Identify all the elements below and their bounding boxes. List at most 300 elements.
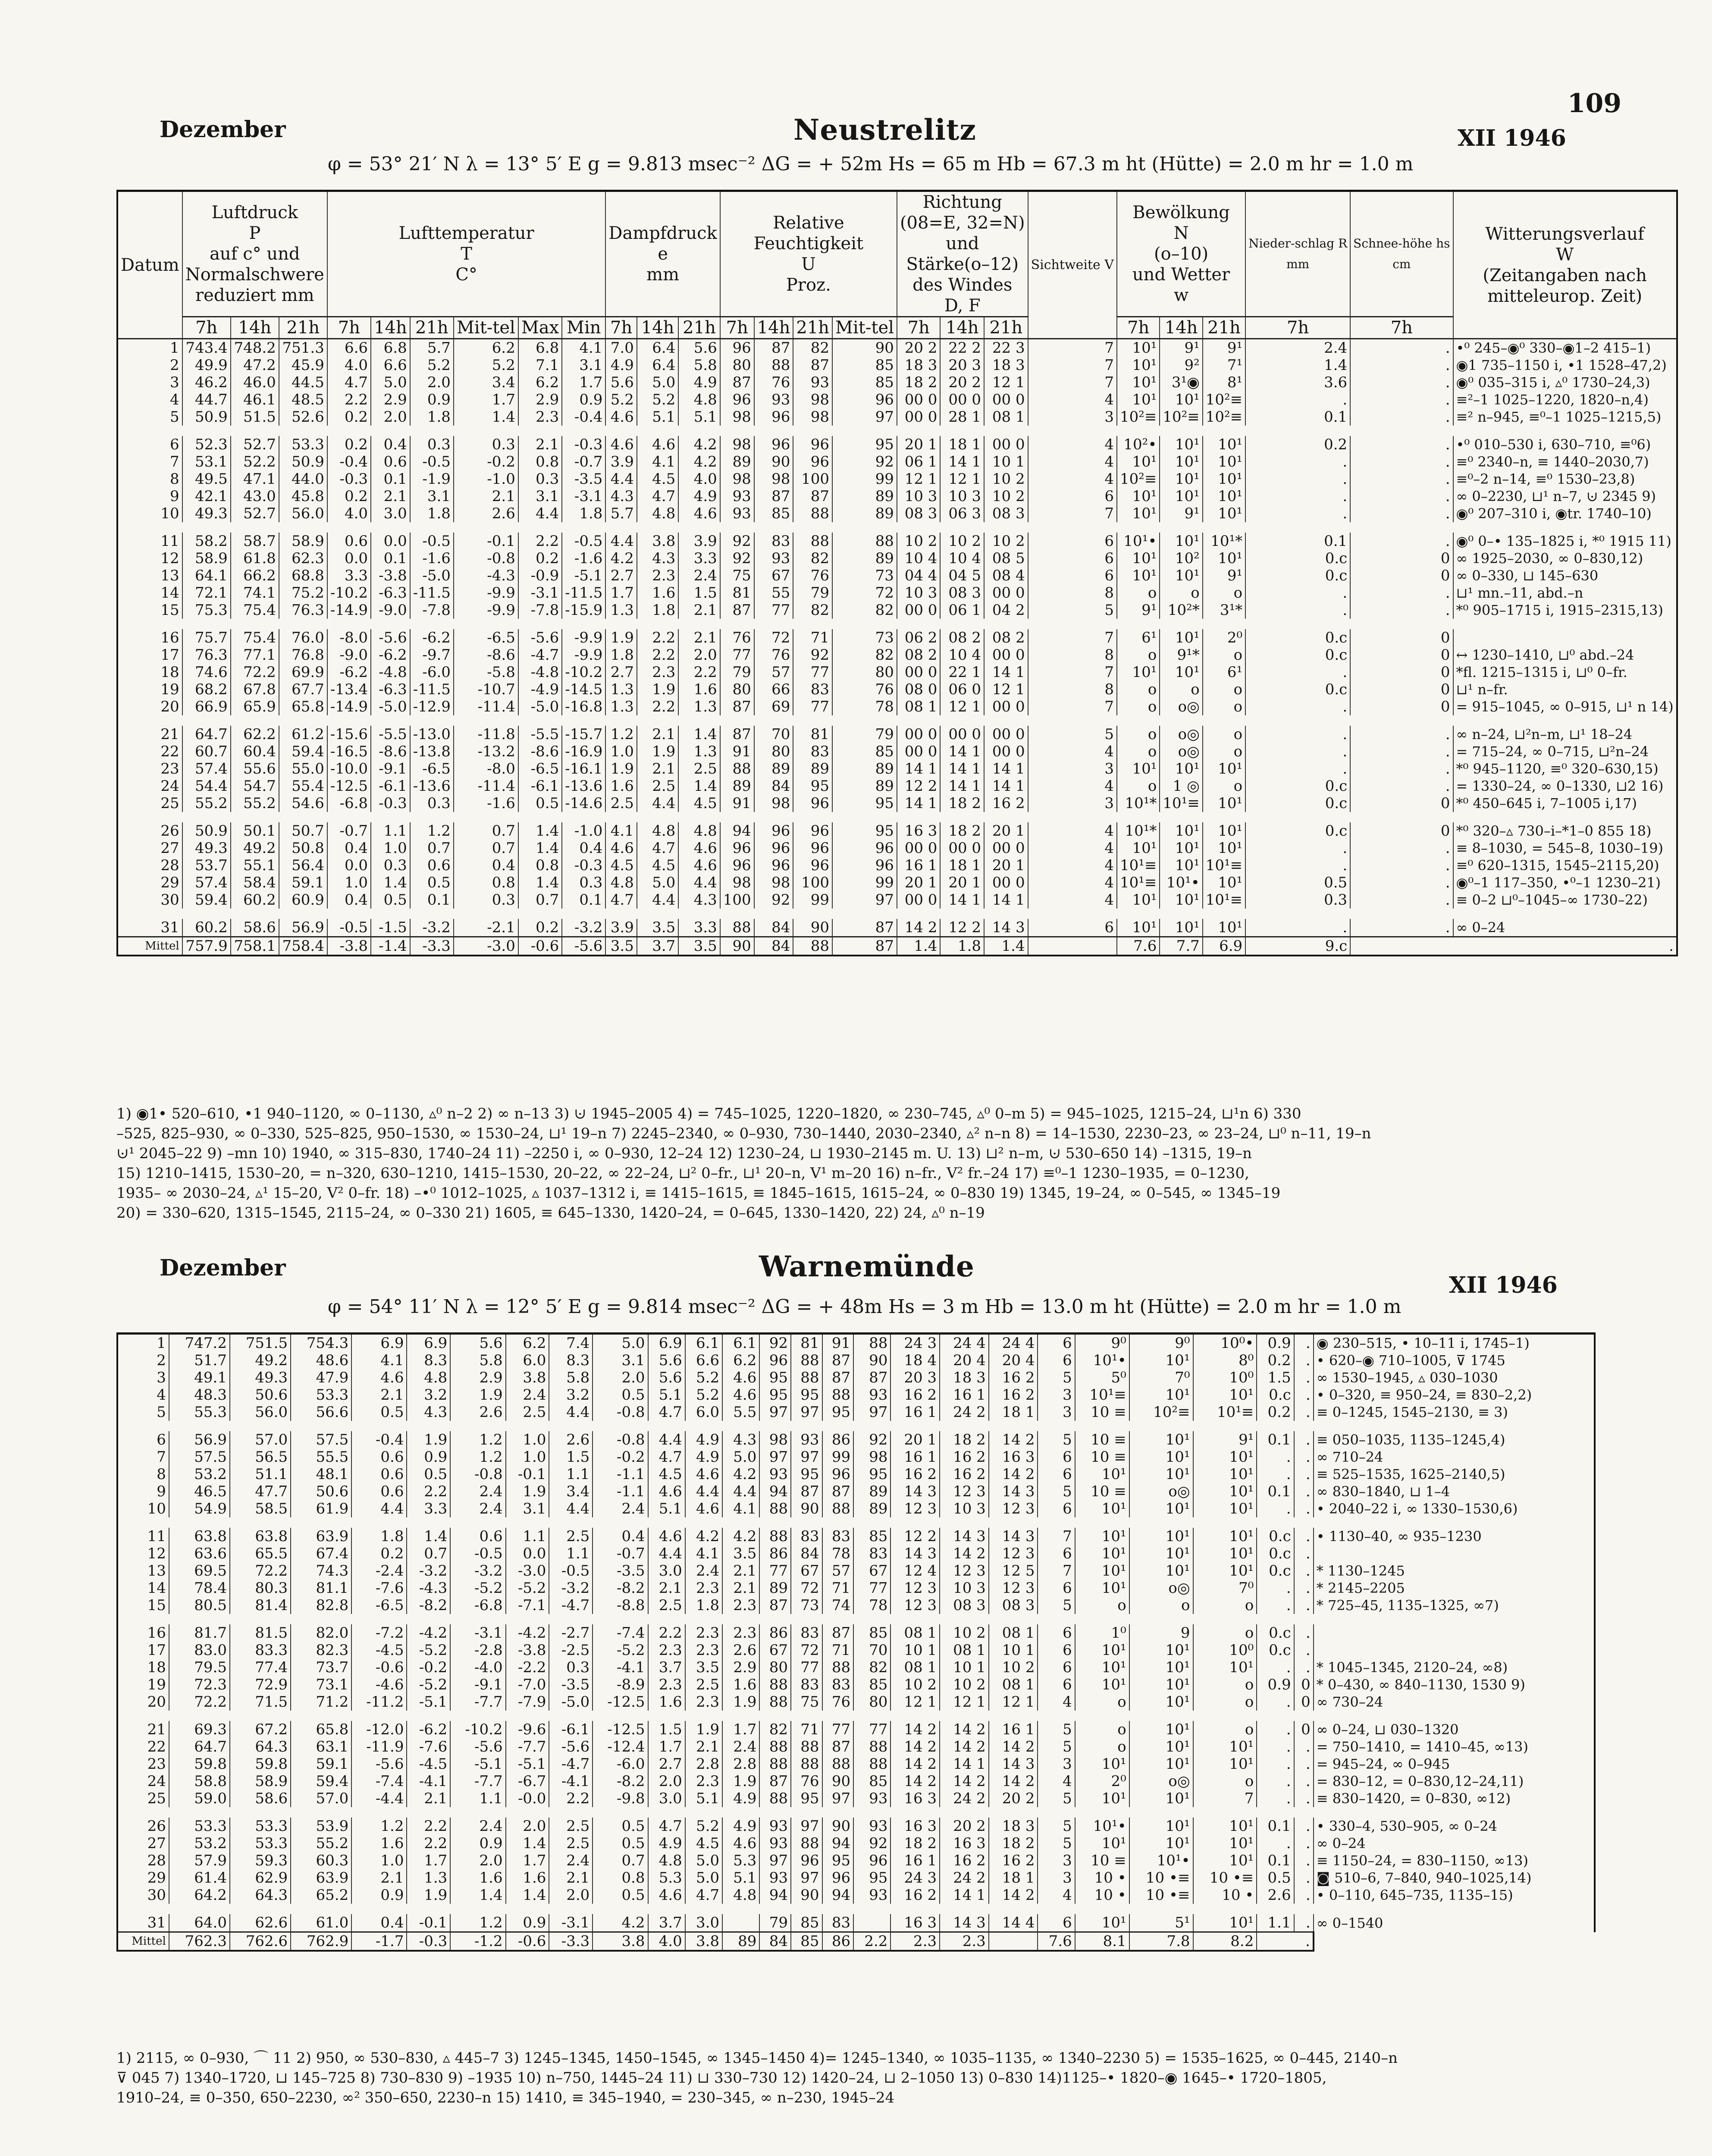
value-cell: 53.3: [230, 1835, 291, 1852]
value-cell: 1.4: [506, 1835, 549, 1852]
value-cell: 10¹: [1160, 891, 1202, 909]
value-cell: 54.9: [169, 1500, 230, 1517]
value-cell: 87: [822, 1738, 854, 1755]
value-cell: 1.9: [407, 1887, 450, 1904]
value-cell: 82: [759, 1721, 791, 1738]
value-cell: -1.9: [410, 470, 454, 488]
value-cell: 08 1: [989, 1676, 1038, 1693]
value-cell: 66.2: [231, 567, 279, 584]
value-cell: 3.7: [648, 1659, 685, 1676]
value-cell: 2.1: [518, 436, 562, 453]
value-cell: 44.7: [182, 391, 231, 408]
value-cell: 93: [759, 1818, 791, 1835]
value-cell: .: [1257, 1835, 1294, 1852]
value-cell: 9: [1129, 1624, 1193, 1642]
value-cell: o: [1117, 681, 1160, 698]
value-cell: 10¹•: [1129, 1852, 1193, 1869]
value-cell: 10¹: [1160, 533, 1202, 550]
value-cell: 1.4: [371, 874, 410, 891]
value-cell: -3.0: [506, 1562, 549, 1579]
value-cell: -0.1: [506, 1466, 549, 1483]
value-cell: -3.2: [410, 919, 454, 937]
value-cell: 8⁰: [1193, 1352, 1257, 1369]
value-cell: 3.3: [678, 550, 720, 567]
day-cell: 17: [117, 646, 182, 664]
value-cell: 72: [791, 1642, 822, 1659]
value-cell: 4: [1028, 743, 1117, 760]
value-cell: 80: [759, 1659, 791, 1676]
value-cell: 81.4: [230, 1597, 291, 1614]
value-cell: -5.5: [371, 726, 410, 743]
value-cell: .: [1350, 488, 1453, 505]
value-cell: -8.2: [593, 1579, 648, 1597]
value-cell: -6.1: [549, 1721, 593, 1738]
value-cell: .: [1294, 1835, 1314, 1852]
value-cell: 4: [1028, 391, 1117, 408]
day-cell: 1: [117, 1334, 169, 1352]
value-cell: 14 2: [989, 1887, 1038, 1904]
mittel-cell: -3.3: [410, 937, 454, 956]
value-cell: 5: [1038, 1483, 1075, 1500]
value-cell: -7.2: [351, 1624, 407, 1642]
value-cell: 89: [832, 777, 897, 795]
value-cell: 5.6: [605, 374, 637, 391]
value-cell: 20 2: [940, 374, 984, 391]
value-cell: 44.5: [279, 374, 327, 391]
mittel-cell: 2.3: [940, 1932, 989, 1951]
value-cell: 1.6: [351, 1835, 407, 1852]
value-cell: 0.8: [593, 1869, 648, 1887]
value-cell: 86: [759, 1545, 791, 1562]
value-cell: 57.4: [182, 760, 231, 777]
value-cell: -5.2: [450, 1579, 505, 1597]
mittel-cell: -3.8: [327, 937, 371, 956]
value-cell: -4.7: [549, 1755, 593, 1773]
value-cell: 85: [853, 1773, 890, 1790]
value-cell: 00 0: [897, 743, 941, 760]
mittel-cell: 85: [791, 1932, 822, 1951]
value-cell: 74.3: [291, 1562, 351, 1579]
value-cell: 18 1: [989, 1869, 1038, 1887]
value-cell: -0.9: [518, 567, 562, 584]
value-cell: .: [1294, 1483, 1314, 1500]
value-cell: 2.3: [685, 1773, 722, 1790]
value-cell: 77.1: [231, 646, 279, 664]
value-cell: 61.2: [279, 726, 327, 743]
value-cell: 5.5: [722, 1404, 759, 1421]
value-cell: 20 4: [989, 1352, 1038, 1369]
value-cell: 18 2: [940, 1431, 989, 1448]
value-cell: 10¹≡: [1203, 891, 1245, 909]
day-cell: 23: [117, 1755, 169, 1773]
value-cell: 4.4: [678, 874, 720, 891]
value-cell: 59.4: [291, 1773, 351, 1790]
value-cell: 20 1: [897, 874, 941, 891]
value-cell: .: [1294, 1642, 1314, 1659]
value-cell: 14 2: [989, 1466, 1038, 1483]
value-cell: -11.8: [454, 726, 518, 743]
value-cell: -0.3: [562, 436, 605, 453]
value-cell: 88: [720, 760, 754, 777]
value-cell: 18 3: [989, 1818, 1038, 1835]
table-row: [117, 550, 1677, 567]
row-gap: [117, 1711, 1595, 1721]
value-cell: 77: [791, 1659, 822, 1676]
value-cell: 6.2: [518, 374, 562, 391]
h-e7: 7h: [605, 317, 637, 339]
value-cell: 10¹: [1129, 1386, 1193, 1404]
value-cell: 3.8: [506, 1369, 549, 1386]
period-label-2: XII 1946: [1449, 1272, 1558, 1298]
value-cell: 88: [791, 1738, 822, 1755]
value-cell: 82.3: [291, 1642, 351, 1659]
value-cell: 92: [853, 1835, 890, 1852]
value-cell: 4.8: [648, 1852, 685, 1869]
value-cell: 6.9: [648, 1334, 685, 1352]
value-cell: 83: [791, 1624, 822, 1642]
value-cell: .: [1350, 391, 1453, 408]
value-cell: 2.4: [678, 567, 720, 584]
value-cell: 3.5: [722, 1545, 759, 1562]
value-cell: [853, 1914, 890, 1932]
value-cell: .: [1350, 533, 1453, 550]
value-cell: 10¹: [1160, 857, 1202, 874]
value-cell: 88: [791, 1352, 822, 1369]
value-cell: 76.3: [182, 646, 231, 664]
value-cell: 0.2: [327, 408, 371, 426]
witterung-cell: • 620–◉ 710–1005, ⊽ 1745: [1314, 1352, 1595, 1369]
value-cell: 10¹: [1129, 1818, 1193, 1835]
value-cell: -2.7: [549, 1624, 593, 1642]
value-cell: 4.6: [605, 840, 637, 857]
value-cell: -5.2: [407, 1676, 450, 1693]
value-cell: 2.2: [549, 1790, 593, 1807]
value-cell: 52.7: [231, 436, 279, 453]
value-cell: 64.1: [182, 567, 231, 584]
value-cell: 85: [791, 1914, 822, 1932]
value-cell: 0.c: [1245, 646, 1350, 664]
value-cell: o: [1203, 743, 1245, 760]
value-cell: 14 1: [940, 760, 984, 777]
value-cell: 00 0: [940, 726, 984, 743]
value-cell: 12 3: [890, 1579, 940, 1597]
value-cell: 08 1: [890, 1659, 940, 1676]
h-t14: 14h: [371, 317, 410, 339]
value-cell: 79.5: [169, 1659, 230, 1676]
table-row: [117, 840, 1677, 857]
value-cell: 0.8: [518, 857, 562, 874]
value-cell: .: [1294, 1869, 1314, 1887]
day-cell: 15: [117, 1597, 169, 1614]
value-cell: 85: [853, 1624, 890, 1642]
value-cell: 10 •: [1193, 1887, 1257, 1904]
value-cell: 3: [1038, 1755, 1075, 1773]
value-cell: 97: [759, 1404, 791, 1421]
value-cell: .: [1350, 874, 1453, 891]
value-cell: 4.4: [722, 1483, 759, 1500]
value-cell: 14 2: [989, 1738, 1038, 1755]
value-cell: 4.2: [685, 1528, 722, 1545]
value-cell: 12 1: [897, 470, 941, 488]
value-cell: 97: [832, 408, 897, 426]
day-cell: 12: [117, 550, 182, 567]
value-cell: 12 1: [984, 681, 1028, 698]
value-cell: 1.9: [450, 1386, 505, 1404]
mittel-cell: 84: [754, 937, 793, 956]
value-cell: 0: [1294, 1693, 1314, 1711]
value-cell: 3.5: [685, 1659, 722, 1676]
value-cell: -11.5: [410, 681, 454, 698]
value-cell: 89: [853, 1500, 890, 1517]
value-cell: -2.4: [351, 1562, 407, 1579]
value-cell: 1.9: [722, 1693, 759, 1711]
value-cell: 77.4: [230, 1659, 291, 1676]
value-cell: o: [1075, 1738, 1129, 1755]
value-cell: 14 1: [897, 760, 941, 777]
value-cell: 61.9: [291, 1500, 351, 1517]
value-cell: 92: [853, 1431, 890, 1448]
value-cell: -7.8: [518, 602, 562, 619]
value-cell: 10²≡: [1203, 408, 1245, 426]
value-cell: 57.5: [169, 1448, 230, 1466]
value-cell: 2.4: [450, 1500, 505, 1517]
value-cell: 92: [832, 453, 897, 470]
value-cell: .: [1350, 374, 1453, 391]
witterung-cell: ∞ 710–24: [1314, 1448, 1595, 1466]
value-cell: 6¹: [1203, 664, 1245, 681]
value-cell: 2.3: [685, 1579, 722, 1597]
value-cell: 86: [822, 1431, 854, 1448]
value-cell: 88: [720, 919, 754, 937]
value-cell: 5.0: [685, 1869, 722, 1887]
day-cell: 28: [117, 857, 182, 874]
value-cell: 77: [754, 602, 793, 619]
value-cell: -4.1: [593, 1659, 648, 1676]
value-cell: 97: [791, 1869, 822, 1887]
value-cell: 92: [720, 550, 754, 567]
value-cell: 1.0: [327, 874, 371, 891]
table-row: [117, 1466, 1595, 1483]
value-cell: 10¹: [1117, 840, 1160, 857]
table-row: [117, 1448, 1595, 1466]
value-cell: 4.2: [722, 1466, 759, 1483]
value-cell: 1.4: [506, 1887, 549, 1904]
value-cell: 0.0: [506, 1545, 549, 1562]
value-cell: 4.2: [605, 550, 637, 567]
value-cell: .: [1350, 436, 1453, 453]
value-cell: 4.1: [637, 453, 678, 470]
value-cell: 63.6: [169, 1545, 230, 1562]
day-cell: 2: [117, 357, 182, 374]
value-cell: 5: [1038, 1818, 1075, 1835]
value-cell: o◎: [1129, 1773, 1193, 1790]
value-cell: 10¹: [1193, 1852, 1257, 1869]
value-cell: 95: [759, 1369, 791, 1386]
value-cell: 1.5: [648, 1721, 685, 1738]
value-cell: 4.6: [648, 1483, 685, 1500]
value-cell: .: [1294, 1448, 1314, 1466]
value-cell: 5.1: [678, 408, 720, 426]
value-cell: 3¹◉: [1160, 374, 1202, 391]
value-cell: -9.6: [506, 1721, 549, 1738]
value-cell: 96: [793, 795, 832, 812]
witterung-cell: = 1330–24, ∞ 0–1330, ⊔2 16): [1453, 777, 1677, 795]
mittel-cell: 1.8: [940, 937, 984, 956]
witterung-cell: • 1130–40, ∞ 935–1230: [1314, 1528, 1595, 1545]
value-cell: .: [1294, 1738, 1314, 1755]
value-cell: -0.5: [549, 1562, 593, 1579]
table-row: [117, 339, 1677, 357]
witterung-cell: ∞ 0–2230, ⊔¹ n–7, ⊍ 2345 9): [1453, 488, 1677, 505]
value-cell: 59.1: [291, 1755, 351, 1773]
value-cell: 98: [720, 874, 754, 891]
value-cell: 20 1: [940, 874, 984, 891]
value-cell: 6: [1028, 567, 1117, 584]
value-cell: 14 1: [940, 743, 984, 760]
value-cell: 8: [1028, 646, 1117, 664]
day-cell: 18: [117, 664, 182, 681]
value-cell: 16 2: [890, 1887, 940, 1904]
value-cell: 2.3: [685, 1624, 722, 1642]
value-cell: 4.8: [637, 505, 678, 522]
value-cell: 10¹: [1129, 1562, 1193, 1579]
value-cell: -0.4: [351, 1431, 407, 1448]
value-cell: 16 2: [984, 795, 1028, 812]
value-cell: 54.6: [279, 795, 327, 812]
value-cell: 63.9: [291, 1869, 351, 1887]
value-cell: 6: [1038, 1334, 1075, 1352]
value-cell: 00 0: [897, 840, 941, 857]
value-cell: 6.8: [518, 339, 562, 357]
value-cell: 52.2: [231, 453, 279, 470]
footnote-line: –525, 825–930, ∞ 0–330, 525–825, 950–1530, ∞ 1530–24, ⊔¹ 19–n 7) 2245–2340, ∞ 0–930, 730–1440, 2030–2340, ▵² n–n 8) = 14–1530, 2230–23, ∞ 23–24, ⊔⁰ n–11, 19–n: [116, 1125, 1371, 1142]
value-cell: 00 0: [984, 874, 1028, 891]
value-cell: 89: [720, 453, 754, 470]
value-cell: 10¹≡: [1203, 857, 1245, 874]
h-p21: 21h: [279, 317, 327, 339]
value-cell: 51.7: [169, 1352, 230, 1369]
value-cell: 85: [754, 505, 793, 522]
value-cell: 63.8: [230, 1528, 291, 1545]
value-cell: 80.3: [230, 1579, 291, 1597]
value-cell: 0.9: [450, 1835, 505, 1852]
value-cell: 95: [832, 436, 897, 453]
value-cell: 55.5: [291, 1448, 351, 1466]
value-cell: 1.6: [450, 1869, 505, 1887]
value-cell: -10.7: [454, 681, 518, 698]
value-cell: 74.1: [231, 584, 279, 602]
value-cell: 89: [720, 777, 754, 795]
value-cell: o: [1193, 1721, 1257, 1738]
value-cell: 00 0: [897, 602, 941, 619]
value-cell: 2.8: [685, 1755, 722, 1773]
value-cell: 2.6: [1257, 1887, 1294, 1904]
value-cell: 1.1: [1257, 1914, 1294, 1932]
value-cell: o: [1193, 1773, 1257, 1790]
value-cell: 2.2: [407, 1483, 450, 1500]
value-cell: 0.4: [327, 891, 371, 909]
value-cell: 0: [1350, 629, 1453, 646]
row-gap: [117, 522, 1677, 533]
h-n7: 7h: [1117, 317, 1160, 339]
value-cell: 99: [832, 470, 897, 488]
value-cell: -4.2: [407, 1624, 450, 1642]
value-cell: 4.7: [605, 891, 637, 909]
witterung-cell: ◉ 230–515, • 10–11 i, 1745–1): [1314, 1334, 1595, 1352]
value-cell: 6.0: [506, 1352, 549, 1369]
value-cell: -11.5: [410, 584, 454, 602]
value-cell: 87: [822, 1352, 854, 1369]
value-cell: 9¹: [1203, 339, 1245, 357]
value-cell: 20 3: [940, 357, 984, 374]
value-cell: 92: [720, 533, 754, 550]
value-cell: 82: [832, 602, 897, 619]
value-cell: 96: [754, 436, 793, 453]
value-cell: 50.6: [291, 1483, 351, 1500]
footnote-line: 1935– ∞ 2030–24, ▵¹ 15–20, V² 0–fr. 18) –•⁰ 1012–1025, ▵ 1037–1312 i, ≡ 1415–1615, ≡ 1845–1615, 1615–24, ∞ 0–830 19) 1345, 19–24, ∞ 0–545, ∞ 1345–19: [116, 1185, 1281, 1202]
value-cell: 4.7: [637, 488, 678, 505]
value-cell: 4.9: [685, 1448, 722, 1466]
value-cell: 5: [1038, 1369, 1075, 1386]
value-cell: 9²: [1160, 357, 1202, 374]
value-cell: 1.8: [410, 408, 454, 426]
day-cell: 4: [117, 1386, 169, 1404]
value-cell: 89: [793, 760, 832, 777]
value-cell: 3.8: [637, 533, 678, 550]
value-cell: 81: [791, 1334, 822, 1352]
day-cell: 7: [117, 1448, 169, 1466]
value-cell: 52.6: [279, 408, 327, 426]
value-cell: 4.8: [722, 1887, 759, 1904]
value-cell: 08 3: [940, 1597, 989, 1614]
value-cell: 94: [720, 822, 754, 840]
value-cell: 10¹: [1193, 1914, 1257, 1932]
value-cell: 10 3: [940, 1579, 989, 1597]
day-cell: 28: [117, 1852, 169, 1869]
mittel-cell: 84: [759, 1932, 791, 1951]
day-cell: 20: [117, 1693, 169, 1711]
value-cell: 60.9: [279, 891, 327, 909]
value-cell: 10 •: [1075, 1869, 1129, 1887]
value-cell: 4.6: [351, 1369, 407, 1386]
value-cell: 16 2: [989, 1369, 1038, 1386]
value-cell: 3.0: [371, 505, 410, 522]
value-cell: 0.3: [371, 857, 410, 874]
value-cell: 67: [754, 567, 793, 584]
value-cell: 4: [1028, 891, 1117, 909]
value-cell: 2.2: [637, 629, 678, 646]
value-cell: 2.1: [549, 1869, 593, 1887]
value-cell: 61.4: [169, 1869, 230, 1887]
value-cell: -8.8: [593, 1597, 648, 1614]
witterung-cell: • 2040–22 i, ∞ 1330–1530,6): [1314, 1500, 1595, 1517]
witterung-cell: ∞ 1530–1945, ▵ 030–1030: [1314, 1369, 1595, 1386]
table-row: [117, 567, 1677, 584]
value-cell: 5.0: [685, 1852, 722, 1869]
value-cell: 2.1: [648, 1579, 685, 1597]
value-cell: 1.4: [1245, 357, 1350, 374]
value-cell: 96: [754, 840, 793, 857]
value-cell: 10²≡: [1129, 1404, 1193, 1421]
value-cell: 4: [1028, 874, 1117, 891]
value-cell: 4.8: [678, 391, 720, 408]
value-cell: 76: [720, 629, 754, 646]
value-cell: 14 1: [984, 664, 1028, 681]
table-row: [117, 1755, 1595, 1773]
value-cell: 97: [759, 1852, 791, 1869]
value-cell: -0.8: [454, 550, 518, 567]
value-cell: 5: [1038, 1721, 1075, 1738]
